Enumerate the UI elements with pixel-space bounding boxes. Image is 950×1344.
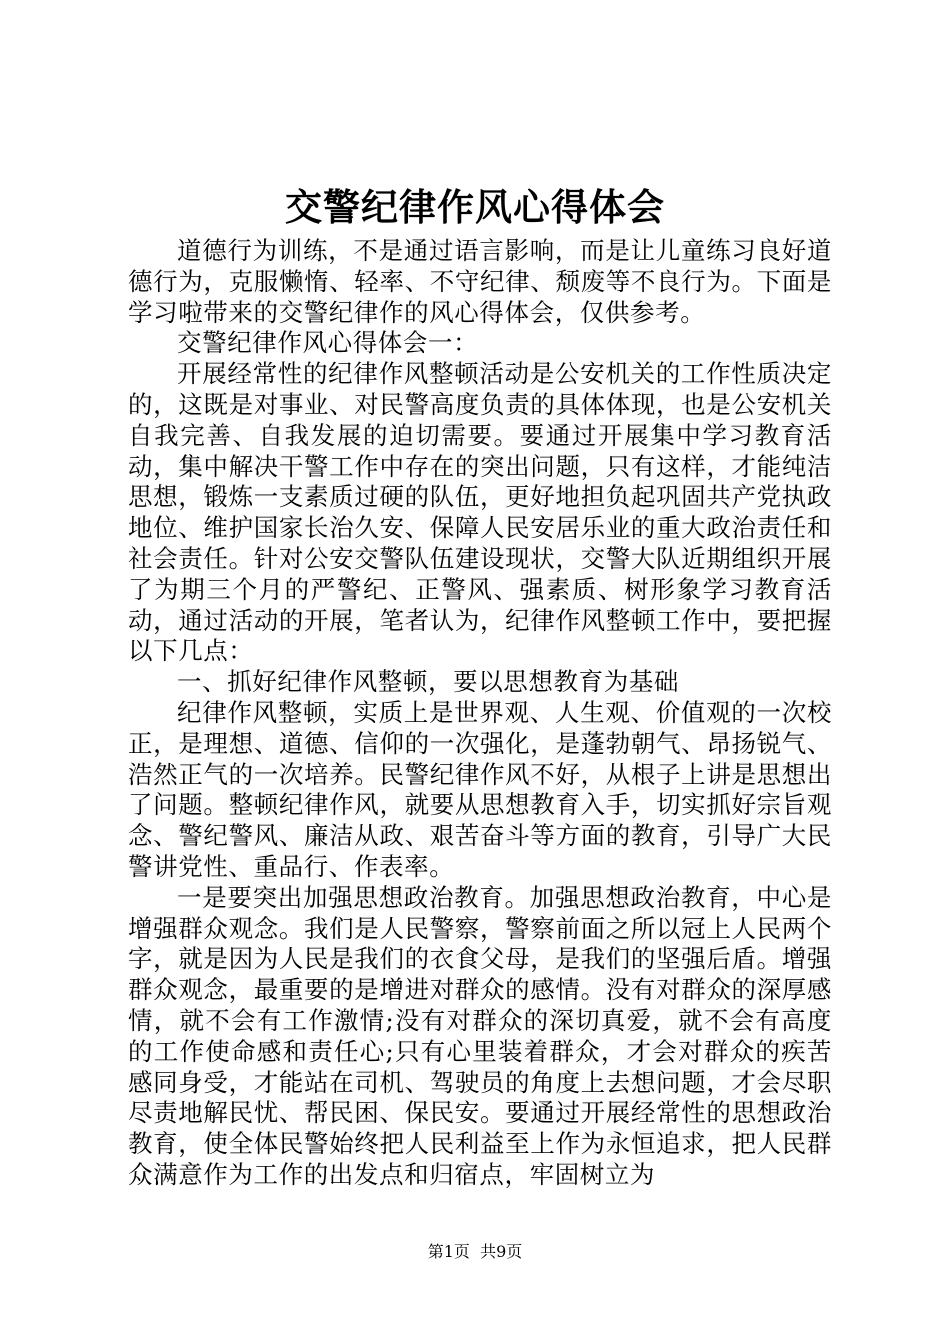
body-paragraph: 纪律作风整顿，实质上是世界观、人生观、价值观的一次校正，是理想、道德、信仰的一次强化，是蓬勃朝气、昂扬锐气、浩然正气的一次培养。民警纪律作风不好，从根子上讲是思想出了问题。整顿纪律作风，就要从思想教育入手，切实抓好宗旨观念、警纪警风、廉洁从政、艰苦奋斗等方面的教育，引导广大民警讲党性、重品行、作表率。 — [128, 697, 832, 881]
body-paragraph: 开展经常性的纪律作风整顿活动是公安机关的工作性质决定的，这既是对事业、对民警高度负责的具体体现，也是公安机关自我完善、自我发展的迫切需要。要通过开展集中学习教育活动，集中解决干警工作中存在的突出问题，只有这样，才能纯洁思想，锻炼一支素质过硬的队伍，更好地担负起巩固共产党执政地位、维护国家长治久安、保障人民安居乐业的重大政治责任和社会责任。针对公安交警队伍建设现状，交警大队近期组织开展了为期三个月的严警纪、正警风、强素质、树形象学习教育活动，通过活动的开展，笔者认为，纪律作风整顿工作中，要把握以下几点： — [128, 359, 832, 666]
document-title: 交警纪律作风心得体会 — [285, 186, 665, 229]
intro-paragraph: 道德行为训练，不是通过语言影响，而是让儿童练习良好道德行为，克服懒惰、轻率、不守纪律、颓废等不良行为。下面是学习啦带来的交警纪律作的风心得体会，仅供参考。 — [128, 236, 832, 327]
section-heading: 交警纪律作风心得体会一： — [177, 328, 479, 358]
subsection-heading: 一、抓好纪律作风整顿，要以思想教育为基础 — [177, 667, 679, 697]
total-pages: 共9页 — [480, 1242, 523, 1261]
body-paragraph: 一是要突出加强思想政治教育。加强思想政治教育，中心是增强群众观念。我们是人民警察，警察前面之所以冠上人民两个字，就是因为人民是我们的衣食父母，是我们的坚强后盾。增强群众观念，最重要的是增进对群众的感情。没有对群众的深厚感情，就不会有工作激情;没有对群众的深切真爱，就不会有高度的工作使命感和责任心;只有心里装着群众，才会对群众的疾苦感同身受，才能站在司机、驾驶员的角度上去想问题，才会尽职尽责地解民忧、帮民困、保民安。要通过开展经常性的思想政治教育，使全体民警始终把人民利益至上作为永恒追求，把人民群众满意作为工作的出发点和归宿点，牢固树立为 — [128, 882, 832, 1189]
page-footer — [0, 1242, 950, 1262]
document-body — [128, 236, 832, 1191]
page-number: 第1页 — [427, 1242, 470, 1261]
